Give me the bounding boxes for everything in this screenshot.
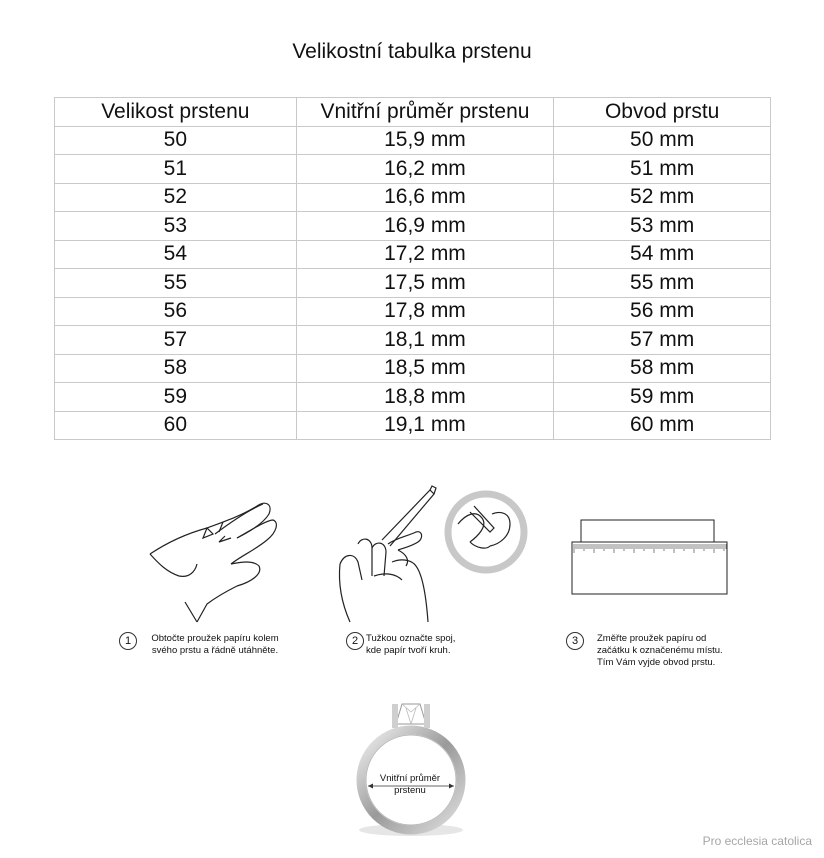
ring-illustration	[346, 698, 476, 838]
step-1-line-2: svého prstu a řádně utáhněte.	[151, 645, 279, 656]
cell-size: 55	[55, 269, 297, 298]
cell-inner-diameter: 16,9 mm	[296, 212, 554, 241]
cell-size: 51	[55, 155, 297, 184]
cell-size: 54	[55, 240, 297, 269]
cell-circumference: 59 mm	[554, 383, 771, 412]
step-2-number: 2	[346, 632, 364, 650]
step-2-line-1: Tužkou označte spoj,	[366, 633, 456, 644]
ruler-illustration	[570, 517, 730, 597]
table-row	[55, 383, 771, 412]
cell-size: 57	[55, 326, 297, 355]
table-row	[55, 411, 771, 440]
page-title: Velikostní tabulka prstenu	[292, 40, 532, 63]
cell-inner-diameter: 18,1 mm	[296, 326, 554, 355]
cell-circumference: 56 mm	[554, 297, 771, 326]
table-row	[55, 354, 771, 383]
cell-size: 60	[55, 411, 297, 440]
step-1-line-1: Obtočte proužek papíru kolem	[151, 633, 279, 644]
table-row	[55, 326, 771, 355]
cell-circumference: 54 mm	[554, 240, 771, 269]
cell-circumference: 57 mm	[554, 326, 771, 355]
cell-size: 59	[55, 383, 297, 412]
cell-inner-diameter: 18,8 mm	[296, 383, 554, 412]
step-3-line-3: Tím Vám vyjde obvod prstu.	[597, 657, 716, 668]
cell-size: 53	[55, 212, 297, 241]
ring-label-line-1: Vnitřní průměr	[379, 773, 441, 784]
cell-circumference: 50 mm	[554, 126, 771, 155]
table-row	[55, 183, 771, 212]
table-row	[55, 297, 771, 326]
header-circumference: Obvod prstu	[554, 98, 771, 127]
cell-circumference: 60 mm	[554, 411, 771, 440]
step-3-line-2: začátku k označenému místu.	[597, 645, 723, 656]
cell-size: 56	[55, 297, 297, 326]
cell-inner-diameter: 18,5 mm	[296, 354, 554, 383]
cell-inner-diameter: 17,2 mm	[296, 240, 554, 269]
step-2-line-2: kde papír tvoří kruh.	[366, 645, 451, 656]
cell-circumference: 58 mm	[554, 354, 771, 383]
step-1-number: 1	[119, 632, 137, 650]
cell-circumference: 52 mm	[554, 183, 771, 212]
step-3-text	[597, 633, 737, 669]
table-row	[55, 240, 771, 269]
ring-diameter-label	[360, 773, 460, 797]
cell-circumference: 53 mm	[554, 212, 771, 241]
header-inner-diameter: Vnitřní průměr prstenu	[296, 98, 554, 127]
cell-inner-diameter: 17,8 mm	[296, 297, 554, 326]
cell-size: 50	[55, 126, 297, 155]
table-row	[55, 212, 771, 241]
step-3-line-1: Změřte proužek papíru od	[597, 633, 707, 644]
cell-inner-diameter: 19,1 mm	[296, 411, 554, 440]
ring-size-table	[54, 97, 771, 440]
cell-inner-diameter: 16,6 mm	[296, 183, 554, 212]
cell-inner-diameter: 15,9 mm	[296, 126, 554, 155]
cell-size: 58	[55, 354, 297, 383]
pencil-mark-illustration	[332, 484, 532, 624]
table-row	[55, 269, 771, 298]
cell-circumference: 55 mm	[554, 269, 771, 298]
footer-credit: Pro ecclesia catolica	[702, 834, 812, 848]
step-2-text	[366, 633, 476, 657]
table-header-row	[55, 98, 771, 127]
ring-label-line-2: prstenu	[394, 785, 426, 796]
cell-inner-diameter: 16,2 mm	[296, 155, 554, 184]
step-1-text	[140, 633, 290, 657]
table-row	[55, 126, 771, 155]
cell-circumference: 51 mm	[554, 155, 771, 184]
cell-inner-diameter: 17,5 mm	[296, 269, 554, 298]
header-size: Velikost prstenu	[55, 98, 297, 127]
hand-wrap-illustration	[145, 492, 285, 627]
step-3-number: 3	[566, 632, 584, 650]
table-row	[55, 155, 771, 184]
cell-size: 52	[55, 183, 297, 212]
